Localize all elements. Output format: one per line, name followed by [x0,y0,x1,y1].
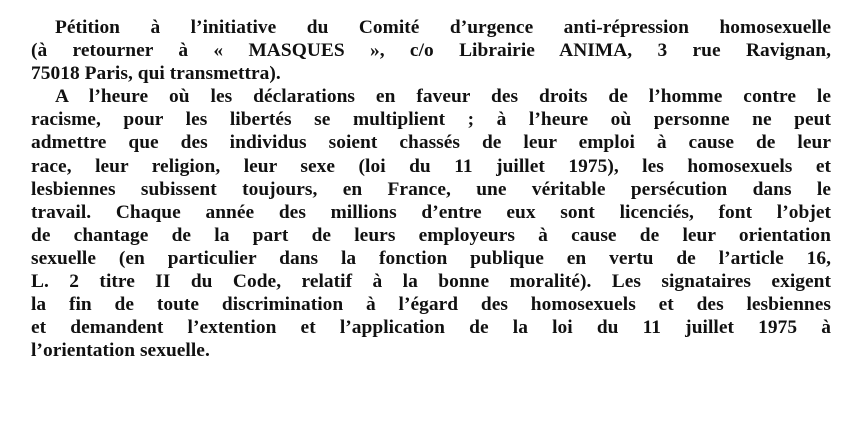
body-line: travail. Chaque année des millions d’entre eux sont licenciés, font l’objet [31,201,831,223]
body-line: race, leur religion, leur sexe (loi du 11 juillet 1975), les homosexuels et [31,155,831,177]
body-line: l’orientation sexuelle. [31,340,210,362]
petition-header [31,16,831,85]
header-line: 75018 Paris, qui transmettra). [31,63,281,85]
header-line: Pétition à l’initiative du Comité d’urgence anti-répression homosexuelle [55,17,831,38]
petition-body [31,85,831,362]
petition-text-block [31,16,831,362]
body-line: lesbiennes subissent toujours, en France, une véritable persécution dans le [31,178,831,200]
body-line: L. 2 titre II du Code, relatif à la bonne moralité). Les signataires exigent [31,271,831,293]
header-line: (à retourner à « MASQUES », c/o Librairie ANIMA, 3 rue Ravignan, [31,40,831,62]
body-line: racisme, pour les libertés se multiplient ; à l’heure où personne ne peut [31,109,831,131]
body-line: admettre que des individus soient chassés de leur emploi à cause de leur [31,132,831,154]
body-line: de chantage de la part de leurs employeurs à cause de leur orientation [31,224,831,246]
body-line: sexuelle (en particulier dans la fonction publique en vertu de l’article 16, [31,247,831,269]
body-line: A l’heure où les déclarations en faveur des droits de l’homme contre le [55,86,831,108]
body-line: la fin de toute discrimination à l’égard des homosexuels et des lesbiennes [31,294,831,316]
body-line: et demandent l’extention et l’application de la loi du 11 juillet 1975 à [31,317,831,339]
